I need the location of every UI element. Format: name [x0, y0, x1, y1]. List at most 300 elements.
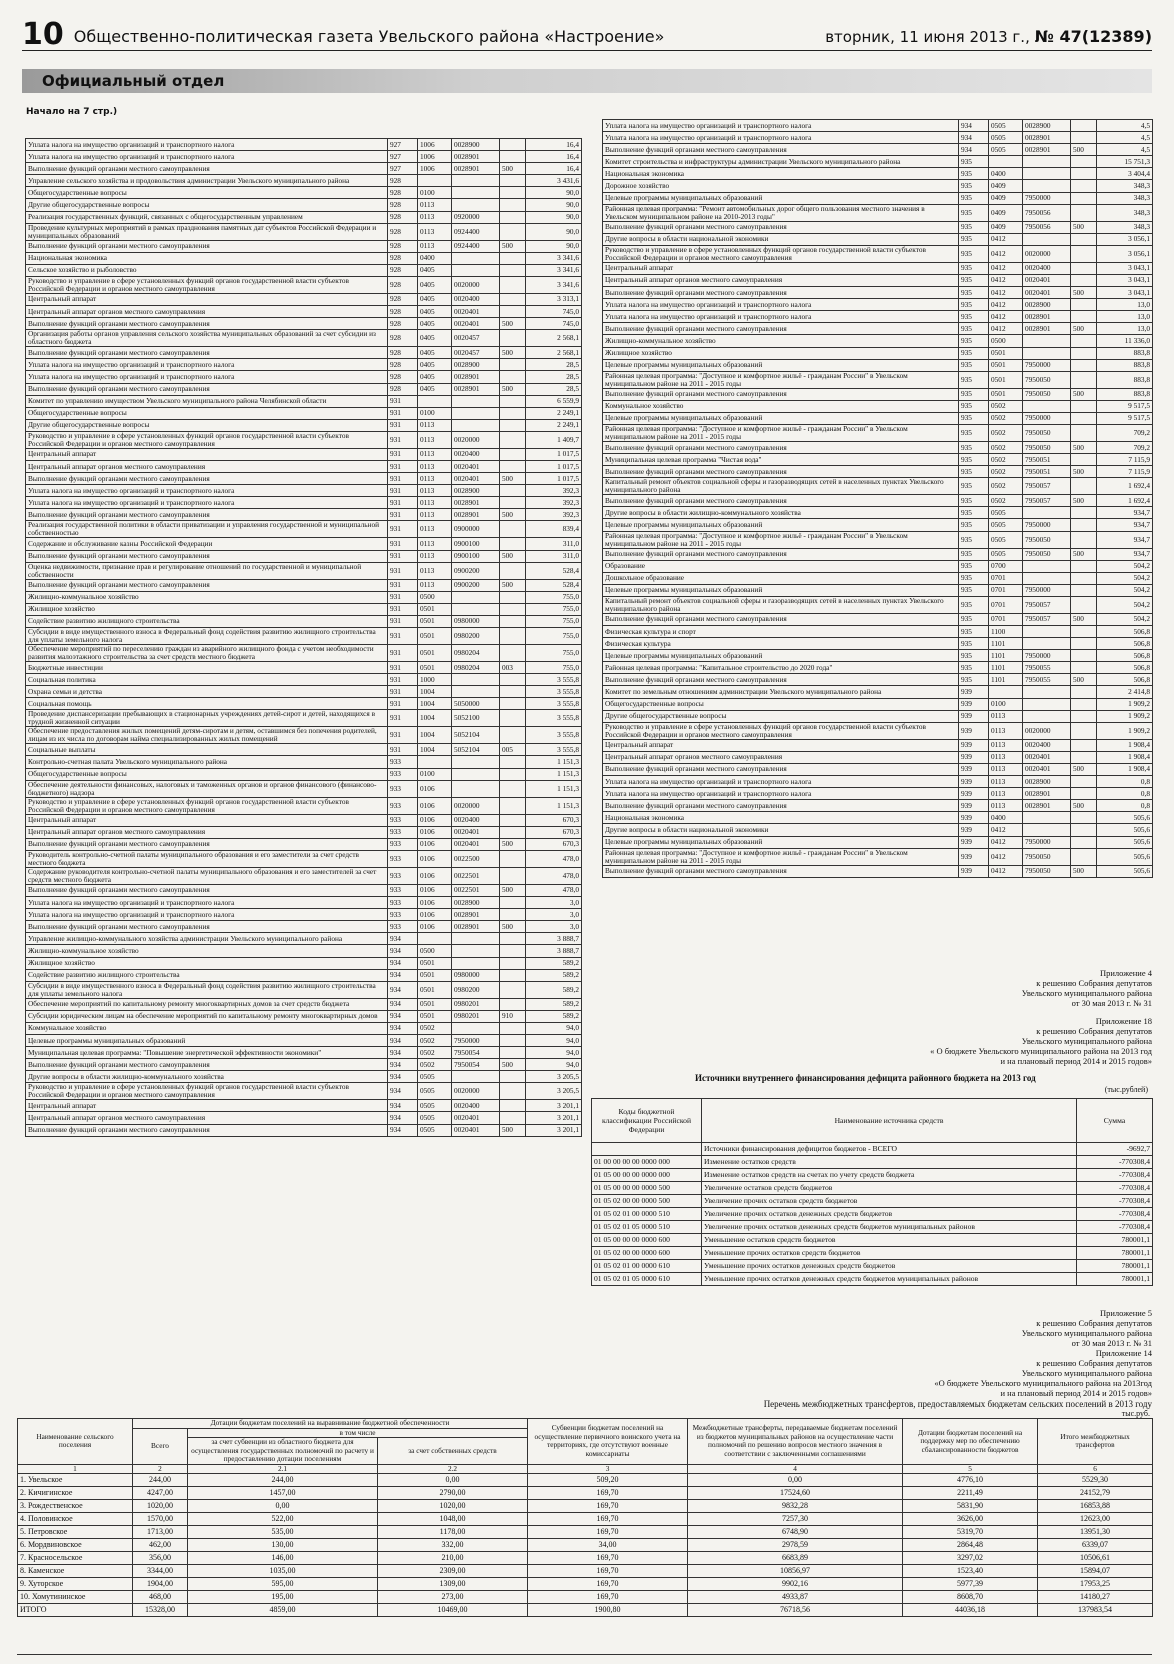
row-name: Жилищно-коммунальное хозяйство: [603, 335, 959, 347]
row-name: Выполнение функций органами местного самоуправления: [26, 921, 388, 933]
row-name: Центральный аппарат: [603, 739, 959, 751]
row-ministry: 931: [388, 686, 418, 698]
row-type: [1071, 245, 1097, 262]
row-amount: 839,4: [526, 521, 582, 538]
row-name: Жилищное хозяйство: [26, 603, 388, 615]
row-ministry: 928: [388, 276, 418, 293]
row-value: 1309,00: [378, 1578, 528, 1591]
row-value: 14180,27: [1038, 1591, 1153, 1604]
row-sum: -9692,7: [1077, 1143, 1153, 1156]
row-name: Руководство и управление в сфере установленных функций органов государственной власти субъектов Российской Федерации и органов местного самоуправления: [26, 797, 388, 814]
appendix-line: Приложение 5: [1100, 1308, 1152, 1318]
col-balance: Дотации бюджетам поселений на поддержку мер по обеспечению сбалансированности бюджетов: [903, 1419, 1038, 1465]
row-value: 3344,00: [133, 1565, 188, 1578]
row-amount: 3 888,7: [526, 945, 582, 957]
table-row: [603, 168, 1153, 180]
row-type: [500, 1022, 526, 1034]
row-ministry: 931: [388, 744, 418, 756]
row-settlement: 8. Каменское: [18, 1565, 133, 1578]
row-type: [500, 698, 526, 710]
row-value: 10469,00: [378, 1604, 528, 1617]
row-type: [500, 826, 526, 838]
row-amount: 478,0: [526, 867, 582, 884]
row-ministry: 928: [388, 318, 418, 330]
row-amount: 934,7: [1097, 507, 1153, 519]
row-amount: 504,2: [1097, 596, 1153, 613]
row-source-name: Уменьшение прочих остатков денежных средств бюджетов: [702, 1260, 1077, 1273]
table-row: [26, 698, 582, 710]
row-name: Национальная экономика: [603, 812, 959, 824]
row-type: [500, 199, 526, 211]
row-section: 0505: [989, 120, 1023, 132]
row-section: 0100: [418, 768, 452, 780]
row-target: [1023, 626, 1071, 638]
row-name: Центральный аппарат органов местного самоуправления: [603, 274, 959, 286]
row-target: 0020400: [452, 1100, 500, 1112]
row-target: [1023, 400, 1071, 412]
table-row: [603, 454, 1153, 466]
row-target: 7950054: [452, 1059, 500, 1071]
table-row: [26, 897, 582, 909]
row-name: Комитет по земельным отношениям администрации Увельского муниципального района: [603, 686, 959, 698]
row-section: 0500: [418, 591, 452, 603]
sources-unit: (тыс.рублей): [1104, 1085, 1148, 1094]
row-target: 0020401: [1023, 751, 1071, 763]
row-type: 500: [500, 473, 526, 485]
row-name: Другие вопросы в области жилищно-коммунального хозяйства: [26, 1071, 388, 1083]
column-number: 2.1: [188, 1464, 378, 1474]
row-target: 7950055: [1023, 662, 1071, 674]
row-type: [1071, 400, 1097, 412]
table-row: [26, 838, 582, 850]
row-ministry: 935: [959, 287, 989, 299]
table-row: [26, 473, 582, 485]
row-target: [452, 1022, 500, 1034]
column-number: 3: [528, 1464, 688, 1474]
row-target: 0028901: [452, 371, 500, 383]
row-ministry: 935: [959, 548, 989, 560]
table-row: [592, 1273, 1153, 1286]
row-name: Районная целевая программа: "Доступное и комфортное жильё - гражданам России" в Увельском муниципальном районе на 2011 - 2015 годы: [603, 424, 959, 441]
row-name: Охрана семьи и детства: [26, 686, 388, 698]
row-target: 5050000: [452, 698, 500, 710]
table-row: [26, 395, 582, 407]
row-amount: 2 568,1: [526, 347, 582, 359]
table-row: [603, 478, 1153, 495]
row-value: 10506,61: [1038, 1552, 1153, 1565]
row-target: [452, 175, 500, 187]
row-target: 0028901: [452, 909, 500, 921]
row-target: 0900200: [452, 579, 500, 591]
row-section: 0412: [989, 262, 1023, 274]
table-row: [26, 780, 582, 797]
row-ministry: 939: [959, 776, 989, 788]
row-target: [452, 264, 500, 276]
continued-note: Начало на 7 стр.): [26, 107, 118, 117]
row-section: 0412: [989, 287, 1023, 299]
col-total: Всего: [133, 1428, 188, 1464]
row-section: 0412: [989, 836, 1023, 848]
row-name: Выполнение функций органами местного самоуправления: [603, 287, 959, 299]
row-amount: 883,8: [1097, 347, 1153, 359]
table-row: [592, 1208, 1153, 1221]
row-source-name: Увеличение прочих остатков средств бюджетов: [702, 1195, 1077, 1208]
row-amount: 348,3: [1097, 192, 1153, 204]
row-name: Другие общегосударственные вопросы: [603, 710, 959, 722]
row-ministry: 928: [388, 330, 418, 347]
row-ministry: 934: [388, 1022, 418, 1034]
row-target: [1023, 572, 1071, 584]
row-amount: 28,5: [526, 383, 582, 395]
row-value: 332,00: [378, 1539, 528, 1552]
row-amount: 506,8: [1097, 650, 1153, 662]
row-type: [1071, 686, 1097, 698]
appendix-line: Увельского муниципального района: [1021, 1036, 1152, 1046]
row-name: Социальная политика: [26, 674, 388, 686]
col-dotations: Дотации бюджетам поселений на выравнивание бюджетной обеспеченности: [133, 1419, 528, 1429]
row-ministry: 935: [959, 412, 989, 424]
row-name: Физическая культура и спорт: [603, 626, 959, 638]
row-section: 0106: [418, 838, 452, 850]
row-amount: 883,8: [1097, 371, 1153, 388]
row-ministry: 935: [959, 245, 989, 262]
row-ministry: 933: [388, 768, 418, 780]
row-value: 4776,10: [903, 1474, 1038, 1487]
row-type: [1071, 262, 1097, 274]
row-type: [500, 252, 526, 264]
row-target: 7950000: [1023, 359, 1071, 371]
row-amount: 348,3: [1097, 204, 1153, 221]
row-name: Обеспечение предоставления жилых помещений детям-сиротам и детям, оставшимся без попечения родителей, лицам из их числа по договорам найма специализированных жилых помещений: [26, 727, 388, 744]
row-amount: 589,2: [526, 1010, 582, 1022]
row-target: 0020401: [1023, 274, 1071, 286]
row-ministry: 935: [959, 400, 989, 412]
row-name: Центральный аппарат органов местного самоуправления: [26, 460, 388, 472]
row-type: [500, 330, 526, 347]
row-source-name: Увеличение прочих остатков денежных средств бюджетов: [702, 1208, 1077, 1221]
row-target: [1023, 347, 1071, 359]
row-name: Уплата налога на имущество организаций и транспортного налога: [603, 120, 959, 132]
row-target: 7950056: [1023, 221, 1071, 233]
row-name: Уплата налога на имущество организаций и транспортного налога: [26, 359, 388, 371]
row-type: [500, 448, 526, 460]
row-value: 10856,97: [688, 1565, 903, 1578]
row-amount: 3 201,1: [526, 1112, 582, 1124]
row-name: Уплата налога на имущество организаций и транспортного налога: [26, 139, 388, 151]
table-row: [603, 412, 1153, 424]
row-type: 500: [500, 921, 526, 933]
table-row: [603, 710, 1153, 722]
row-ministry: 935: [959, 674, 989, 686]
table-row: [603, 441, 1153, 453]
row-section: 0502: [989, 478, 1023, 495]
row-type: [500, 756, 526, 768]
row-section: 0502: [418, 1022, 452, 1034]
row-amount: 392,3: [526, 485, 582, 497]
table-row: [603, 824, 1153, 836]
row-value: 1523,40: [903, 1565, 1038, 1578]
financing-sources-table: [591, 1098, 1153, 1286]
row-ministry: 935: [959, 335, 989, 347]
col-subvention: за счет субвенции из областного бюджета для осуществления государственных полномочий по расчету и предоставлению дотации поселениям: [188, 1438, 378, 1465]
row-target: 0020000: [452, 431, 500, 448]
table-row: [603, 613, 1153, 625]
row-section: 0106: [418, 921, 452, 933]
row-value: 169,70: [528, 1565, 688, 1578]
row-ministry: 934: [388, 957, 418, 969]
newspaper-title: Общественно-политическая газета Увельского района «Настроение»: [73, 27, 665, 46]
row-ministry: 928: [388, 223, 418, 240]
row-target: [452, 252, 500, 264]
row-amount: 0,8: [1097, 800, 1153, 812]
table-row: [26, 139, 582, 151]
row-amount: 3 431,6: [526, 175, 582, 187]
row-type: 500: [500, 884, 526, 896]
row-amount: 3 043,1: [1097, 287, 1153, 299]
row-amount: 670,3: [526, 826, 582, 838]
row-name: Уплата налога на имущество организаций и транспортного налога: [603, 311, 959, 323]
row-section: 0113: [989, 751, 1023, 763]
row-section: 0113: [989, 710, 1023, 722]
row-target: 7950057: [1023, 613, 1071, 625]
row-name: Центральный аппарат органов местного самоуправления: [26, 306, 388, 318]
row-ministry: 928: [388, 264, 418, 276]
row-amount: 505,6: [1097, 812, 1153, 824]
row-amount: 13,0: [1097, 311, 1153, 323]
row-type: 500: [1071, 388, 1097, 400]
row-value: 5977,39: [903, 1578, 1038, 1591]
budget-table-left: [25, 138, 582, 1137]
row-type: [500, 538, 526, 550]
row-value: 1020,00: [378, 1500, 528, 1513]
row-target: 0020400: [452, 814, 500, 826]
row-ministry: 935: [959, 572, 989, 584]
row-code: [592, 1143, 702, 1156]
row-amount: 1 151,3: [526, 768, 582, 780]
row-value: 13951,30: [1038, 1526, 1153, 1539]
row-target: [452, 957, 500, 969]
row-value: 169,70: [528, 1591, 688, 1604]
table-row: [26, 933, 582, 945]
row-name: Выполнение функций органами местного самоуправления: [26, 509, 388, 521]
row-type: 500: [500, 383, 526, 395]
row-type: 500: [500, 318, 526, 330]
row-ministry: 935: [959, 454, 989, 466]
row-value: 195,00: [188, 1591, 378, 1604]
col-military: Субвенции бюджетам поселений на осуществление первичного воинского учета на территориях, где отсутствуют военные комиссариаты: [528, 1419, 688, 1465]
row-section: 0505: [989, 144, 1023, 156]
row-name: Субсидии в виде имущественного взноса в Федеральный фонд содействия развитию жилищного строительства для уплаты земельного налога: [26, 981, 388, 998]
row-ministry: 933: [388, 867, 418, 884]
appendix-line: « О бюджете Увельского муниципального района на 2013 год: [930, 1046, 1152, 1056]
row-ministry: 934: [388, 1010, 418, 1022]
table-row: [26, 371, 582, 383]
row-code: 01 05 00 00 00 0000 600: [592, 1234, 702, 1247]
row-section: 0405: [418, 347, 452, 359]
row-amount: 0,8: [1097, 776, 1153, 788]
row-type: [1071, 836, 1097, 848]
row-amount: 3 555,8: [526, 744, 582, 756]
row-type: [500, 175, 526, 187]
row-section: 0106: [418, 867, 452, 884]
row-name: Организация работы органов управления сельского хозяйства муниципальных образований за счет субсидии из областного бюджета: [26, 330, 388, 347]
row-ministry: 933: [388, 884, 418, 896]
row-target: 0028900: [1023, 299, 1071, 311]
row-section: 1006: [418, 151, 452, 163]
row-amount: 2 414,8: [1097, 686, 1153, 698]
table-row: [26, 264, 582, 276]
row-section: [418, 933, 452, 945]
row-amount: 3,0: [526, 921, 582, 933]
row-section: 0106: [418, 780, 452, 797]
row-sum: -770308,4: [1077, 1208, 1153, 1221]
table-row: [603, 335, 1153, 347]
row-amount: 709,2: [1097, 424, 1153, 441]
row-amount: 94,0: [526, 1047, 582, 1059]
table-row: [26, 187, 582, 199]
row-type: [1071, 412, 1097, 424]
row-type: [1071, 739, 1097, 751]
row-value: 2978,59: [688, 1539, 903, 1552]
row-name: Выполнение функций органами местного самоуправления: [603, 800, 959, 812]
row-type: [500, 780, 526, 797]
table-row: [603, 800, 1153, 812]
row-target: 0022501: [452, 884, 500, 896]
row-type: [1071, 359, 1097, 371]
table-row: [603, 560, 1153, 572]
row-target: [1023, 156, 1071, 168]
row-amount: 670,3: [526, 814, 582, 826]
row-target: 0020000: [1023, 245, 1071, 262]
table-row: [26, 407, 582, 419]
section-band: [22, 69, 1152, 93]
row-code: 01 05 02 00 00 0000 600: [592, 1247, 702, 1260]
row-value: 273,00: [378, 1591, 528, 1604]
row-ministry: 934: [388, 969, 418, 981]
row-value: 0,00: [688, 1474, 903, 1487]
row-ministry: 931: [388, 395, 418, 407]
row-target: 7950050: [1023, 441, 1071, 453]
row-type: [1071, 274, 1097, 286]
row-ministry: 935: [959, 262, 989, 274]
row-section: 0113: [418, 223, 452, 240]
table-row: [603, 548, 1153, 560]
table-row: [603, 132, 1153, 144]
row-value: 2864,48: [903, 1539, 1038, 1552]
row-amount: 504,2: [1097, 572, 1153, 584]
row-type: [500, 1034, 526, 1046]
row-section: 0113: [418, 538, 452, 550]
row-section: 1000: [418, 674, 452, 686]
row-type: [500, 727, 526, 744]
row-type: [1071, 192, 1097, 204]
row-amount: 6 559,9: [526, 395, 582, 407]
table-row: [18, 1552, 1153, 1565]
row-type: [500, 674, 526, 686]
row-ministry: 931: [388, 645, 418, 662]
row-name: Реализация государственной политики в области приватизации и управления государственной и муниципальной собственностью: [26, 521, 388, 538]
row-name: Центральный аппарат органов местного самоуправления: [26, 826, 388, 838]
row-target: 0020401: [452, 826, 500, 838]
row-section: 0412: [989, 274, 1023, 286]
table-row: [26, 998, 582, 1010]
row-type: [1071, 204, 1097, 221]
row-ministry: 934: [388, 1047, 418, 1059]
row-ministry: 928: [388, 211, 418, 223]
table-row: [603, 347, 1153, 359]
row-section: 0502: [989, 424, 1023, 441]
table-row: [26, 460, 582, 472]
row-target: [1023, 812, 1071, 824]
row-ministry: 935: [959, 323, 989, 335]
row-ministry: 935: [959, 638, 989, 650]
table-row: [26, 645, 582, 662]
row-value: 1020,00: [133, 1500, 188, 1513]
row-code: 01 05 00 00 00 0000 000: [592, 1169, 702, 1182]
row-type: [1071, 180, 1097, 192]
row-ministry: 931: [388, 460, 418, 472]
row-section: 0501: [989, 359, 1023, 371]
table-row: [26, 1112, 582, 1124]
row-value: 5319,70: [903, 1526, 1038, 1539]
col-settlement: Наименование сельского поселения: [18, 1419, 133, 1465]
row-target: 7950057: [1023, 495, 1071, 507]
row-name: Районная целевая программа: "Капитальное строительство до 2020 года": [603, 662, 959, 674]
table-row: [603, 388, 1153, 400]
row-code: 01 05 02 01 00 0000 610: [592, 1260, 702, 1273]
row-ministry: 935: [959, 192, 989, 204]
row-type: 500: [1071, 763, 1097, 775]
table-row: [18, 1513, 1153, 1526]
row-type: [500, 603, 526, 615]
row-value: 210,00: [378, 1552, 528, 1565]
row-type: [1071, 626, 1097, 638]
row-type: 500: [1071, 221, 1097, 233]
row-name: Дорожное хозяйство: [603, 180, 959, 192]
row-section: 0405: [418, 359, 452, 371]
row-value: 1900,80: [528, 1604, 688, 1617]
row-name: Выполнение функций органами местного самоуправления: [26, 884, 388, 896]
row-target: 0020401: [452, 473, 500, 485]
row-name: Руководство и управление в сфере установленных функций органов государственной власти субъектов Российской Федерации и органов местного самоуправления: [26, 1083, 388, 1100]
row-target: 7950050: [1023, 424, 1071, 441]
row-amount: 3 555,8: [526, 727, 582, 744]
row-ministry: 939: [959, 751, 989, 763]
table-row: [26, 509, 582, 521]
table-row: [18, 1474, 1153, 1487]
table-row: [603, 662, 1153, 674]
row-section: [418, 175, 452, 187]
row-target: 5052100: [452, 710, 500, 727]
row-section: 0106: [418, 897, 452, 909]
row-ministry: 931: [388, 603, 418, 615]
table-row: [26, 240, 582, 252]
row-amount: 589,2: [526, 969, 582, 981]
row-value: 6748,90: [688, 1526, 903, 1539]
row-amount: 709,2: [1097, 441, 1153, 453]
row-type: [500, 814, 526, 826]
table-row: [26, 276, 582, 293]
row-type: 500: [1071, 441, 1097, 453]
row-settlement: 9. Хуторское: [18, 1578, 133, 1591]
row-section: 0106: [418, 797, 452, 814]
col-including: в том числе: [188, 1428, 528, 1438]
row-target: 7950057: [1023, 478, 1071, 495]
budget-table-right: [602, 119, 1153, 878]
row-section: 0113: [989, 722, 1023, 739]
row-section: [418, 756, 452, 768]
row-type: [500, 591, 526, 603]
